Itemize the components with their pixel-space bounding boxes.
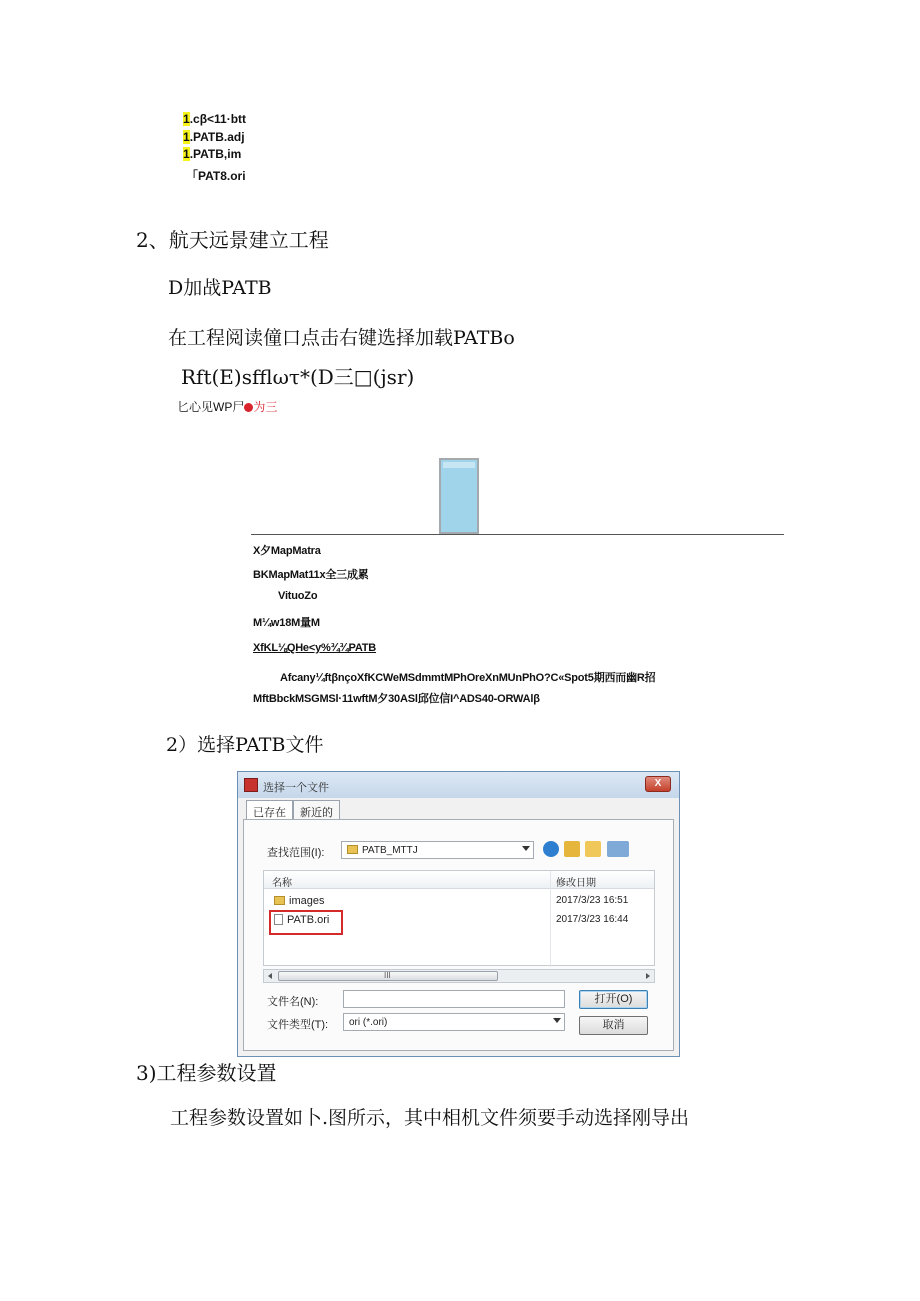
file-list-item-3: 1.PATB,im <box>183 147 242 161</box>
list-item-date: 2017/3/23 16:44 <box>556 914 629 925</box>
chevron-down-icon <box>553 1018 561 1023</box>
cancel-button[interactable]: 取消 <box>579 1016 648 1035</box>
filetype-label: 文件类型(T): <box>267 1019 329 1031</box>
list-item-date: 2017/3/23 16:51 <box>556 895 629 906</box>
scroll-right-icon[interactable] <box>646 973 650 979</box>
column-name[interactable]: 名称 <box>272 878 292 889</box>
list-header <box>264 871 654 889</box>
file-list-item-2: 1.PATB.adj <box>183 130 245 144</box>
menu-item[interactable]: M¼w18M量M <box>253 617 320 629</box>
filename-input[interactable] <box>343 990 565 1008</box>
menu-item[interactable]: MftBbckMSGMSl·11wftM夕30ASl邱位信I^ADS40-ORWAlβ <box>253 693 540 705</box>
caption-line: 匕心见WP尸 为三 <box>177 400 278 414</box>
dialog-titlebar[interactable] <box>238 772 679 798</box>
file-list-item-1: 1.cβ<11·btt <box>183 112 247 126</box>
scrollbar-fragment <box>439 458 479 534</box>
menu-divider <box>251 534 784 535</box>
scroll-left-icon[interactable] <box>268 973 272 979</box>
open-button[interactable]: 打开(O) <box>579 990 648 1009</box>
horizontal-scrollbar[interactable] <box>263 969 655 983</box>
view-menu-icon[interactable] <box>607 841 629 857</box>
garbled-line: Rft(E)sfflωτ*(D三□(jsr) <box>181 365 415 389</box>
tab-existing[interactable]: 已存在 <box>246 800 293 820</box>
list-item-images[interactable]: images <box>274 895 324 907</box>
filename-label: 文件名(N): <box>267 996 319 1008</box>
new-folder-icon[interactable] <box>585 841 601 857</box>
app-icon <box>244 778 258 792</box>
column-date[interactable]: 修改日期 <box>556 878 596 889</box>
red-dot-icon <box>244 403 253 412</box>
lookin-label: 查找范围(I): <box>267 847 325 859</box>
menu-item[interactable]: VituoZo <box>278 590 318 602</box>
folder-icon <box>274 896 285 905</box>
step-2-label: 2）选择PATB文件 <box>166 734 324 756</box>
menu-item[interactable]: BKMapMat11x全三成累 <box>253 569 369 581</box>
menu-item-load-patb[interactable]: XfKL⅛QHe<y%¾¾PATB <box>253 642 377 654</box>
tab-recent[interactable]: 新近的 <box>293 800 340 820</box>
back-icon[interactable] <box>543 841 559 857</box>
step-3-heading: 3)工程参数设置 <box>136 1061 277 1085</box>
lookin-select[interactable]: PATB_MTTJ <box>341 841 534 859</box>
highlight-box <box>269 910 343 935</box>
filetype-select[interactable]: ori (*.ori) <box>343 1013 565 1031</box>
list-item-patb-ori[interactable]: PATB.ori <box>274 914 329 926</box>
step-3-description: 工程参数设置如卜.图所示，其中相机文件须要手动选择刚导出 <box>170 1107 690 1129</box>
close-button[interactable]: X <box>645 776 671 792</box>
file-list-item-4: 「PAT8.ori <box>186 169 246 183</box>
section-heading: 2、航天远景建立工程 <box>136 228 329 252</box>
instruction-text: 在工程阅读僮口点击右键选择加载PATBo <box>168 327 515 349</box>
column-separator <box>550 871 551 967</box>
step-1-label: D加战PATB <box>168 277 272 299</box>
file-chooser-dialog <box>237 771 680 1057</box>
up-folder-icon[interactable] <box>564 841 580 857</box>
dialog-title: 选择一个文件 <box>263 782 329 794</box>
scroll-thumb[interactable]: III <box>278 971 498 981</box>
chevron-down-icon <box>522 846 530 851</box>
folder-icon <box>347 845 358 854</box>
menu-item[interactable]: Afcany¼ftβnçoXfKCWeMSdmmtMPhOreXnMUnPhO?C«Spot5期西而幽R招 <box>280 672 656 684</box>
menu-item[interactable]: X夕MapMatra <box>253 545 321 557</box>
